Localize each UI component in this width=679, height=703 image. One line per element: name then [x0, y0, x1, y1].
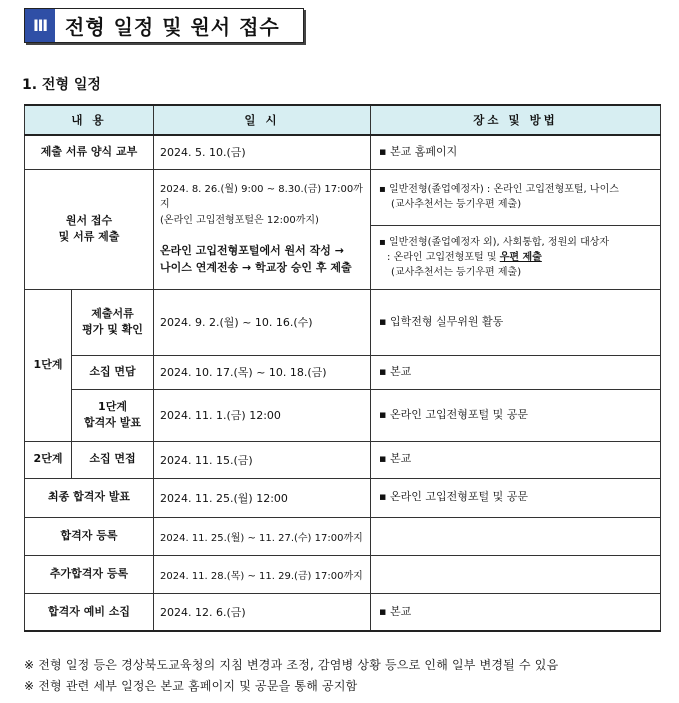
table-row: [25, 289, 661, 355]
row-place: ▪ 본교 홈페이지: [371, 135, 661, 169]
row-place: ▪ 온라인 고입전형포털 및 공문: [371, 478, 661, 517]
table-row: [25, 389, 661, 441]
row-date: 2024. 11. 1.(금) 12:00: [154, 389, 371, 441]
place-emphasis: 우편 제출: [499, 251, 542, 263]
table-row: [25, 478, 661, 517]
row-date: 2024. 11. 15.(금): [154, 441, 371, 478]
row-label: 소집 면담: [72, 355, 154, 389]
note-announcement: ※ 전형 관련 세부 일정은 본교 홈페이지 및 공문을 통해 공지함: [24, 679, 358, 693]
row-place: ▪ 온라인 고입전형포털 및 공문: [371, 389, 661, 441]
row-label: [72, 289, 154, 355]
label-line: 평가 및 확인: [82, 323, 143, 336]
date-line: (온라인 고입전형포털은 12:00까지): [160, 214, 319, 226]
row-label: 합격자 등록: [25, 517, 154, 555]
row-date: 2024. 9. 2.(월) ~ 10. 16.(수): [154, 289, 371, 355]
row-date: 2024. 5. 10.(금): [154, 135, 371, 169]
table-row: [25, 517, 661, 555]
table-row: [25, 135, 661, 169]
place-line: ▪ 일반전형(졸업예정자 외), 사회통합, 정원외 대상자: [379, 236, 610, 248]
stage-label: 2단계: [25, 441, 72, 478]
section-title: 전형 일정 및 원서 접수: [65, 15, 280, 39]
row-label: 추가합격자 등록: [25, 555, 154, 593]
row-label: 최종 합격자 발표: [25, 478, 154, 517]
stage-label: 1단계: [25, 289, 72, 441]
table-row: [25, 355, 661, 389]
row-place: ▪ 본교: [371, 355, 661, 389]
date-bold-line: 온라인 고입전형포털에서 원서 작성 →: [160, 244, 344, 258]
row-label: 제출 서류 양식 교부: [25, 135, 154, 169]
schedule-table: [24, 104, 661, 632]
place-line: (교사추천서는 등기우편 제출): [391, 266, 522, 278]
label-line: 제출서류: [91, 306, 134, 320]
row-place: [371, 225, 661, 289]
row-date: 2024. 10. 17.(목) ~ 10. 18.(금): [154, 355, 371, 389]
label-line: 및 서류 제출: [58, 230, 120, 243]
section-number: Ⅲ: [25, 9, 55, 42]
row-label: [25, 169, 154, 289]
note-schedule-change: ※ 전형 일정 등은 경상북도교육청의 지침 변경과 조정, 감염병 상황 등으로 인해 일부 변경될 수 있음: [24, 658, 559, 672]
row-date: 2024. 11. 25.(월) ~ 11. 27.(수) 17:00까지: [154, 517, 371, 555]
table-header-row: [25, 105, 661, 135]
header-place-method: 장소 및 방법: [371, 105, 661, 135]
label-line: 원서 접수: [65, 213, 113, 227]
place-line: ▪ 일반전형(졸업예정자) : 온라인 고입전형포털, 나이스: [379, 184, 619, 195]
table-row: [25, 441, 661, 478]
row-date: [154, 169, 371, 289]
table-row: [25, 555, 661, 593]
header-content: 내 용: [25, 105, 154, 135]
table-row: [25, 169, 661, 225]
label-line: 1단계: [98, 399, 127, 413]
label-line: 합격자 발표: [84, 416, 141, 429]
row-date: 2024. 11. 25.(월) 12:00: [154, 478, 371, 517]
place-line: (교사추천서는 등기우편 제출): [391, 199, 522, 210]
date-bold-line: 나이스 연계전송 → 학교장 승인 후 제출: [160, 261, 352, 275]
row-place: [371, 517, 661, 555]
row-place: ▪ 본교: [371, 593, 661, 631]
row-place: [371, 555, 661, 593]
table-row: [25, 593, 661, 631]
section-header: [24, 8, 304, 43]
row-place: ▪ 입학전형 실무위원 활동: [371, 289, 661, 355]
row-place: ▪ 본교: [371, 441, 661, 478]
row-date: 2024. 11. 28.(목) ~ 11. 29.(금) 17:00까지: [154, 555, 371, 593]
place-line: [379, 250, 660, 265]
date-line: 2024. 8. 26.(월) 9:00 ~ 8.30.(금) 17:00까지: [160, 183, 363, 211]
row-label: [72, 389, 154, 441]
row-label: 소집 면접: [72, 441, 154, 478]
row-place: [371, 169, 661, 225]
place-text: : 온라인 고입전형포털 및: [387, 251, 500, 263]
header-datetime: 일 시: [154, 105, 371, 135]
row-label: 합격자 예비 소집: [25, 593, 154, 631]
subsection-title: 1. 전형 일정: [22, 77, 101, 93]
row-date: 2024. 12. 6.(금): [154, 593, 371, 631]
